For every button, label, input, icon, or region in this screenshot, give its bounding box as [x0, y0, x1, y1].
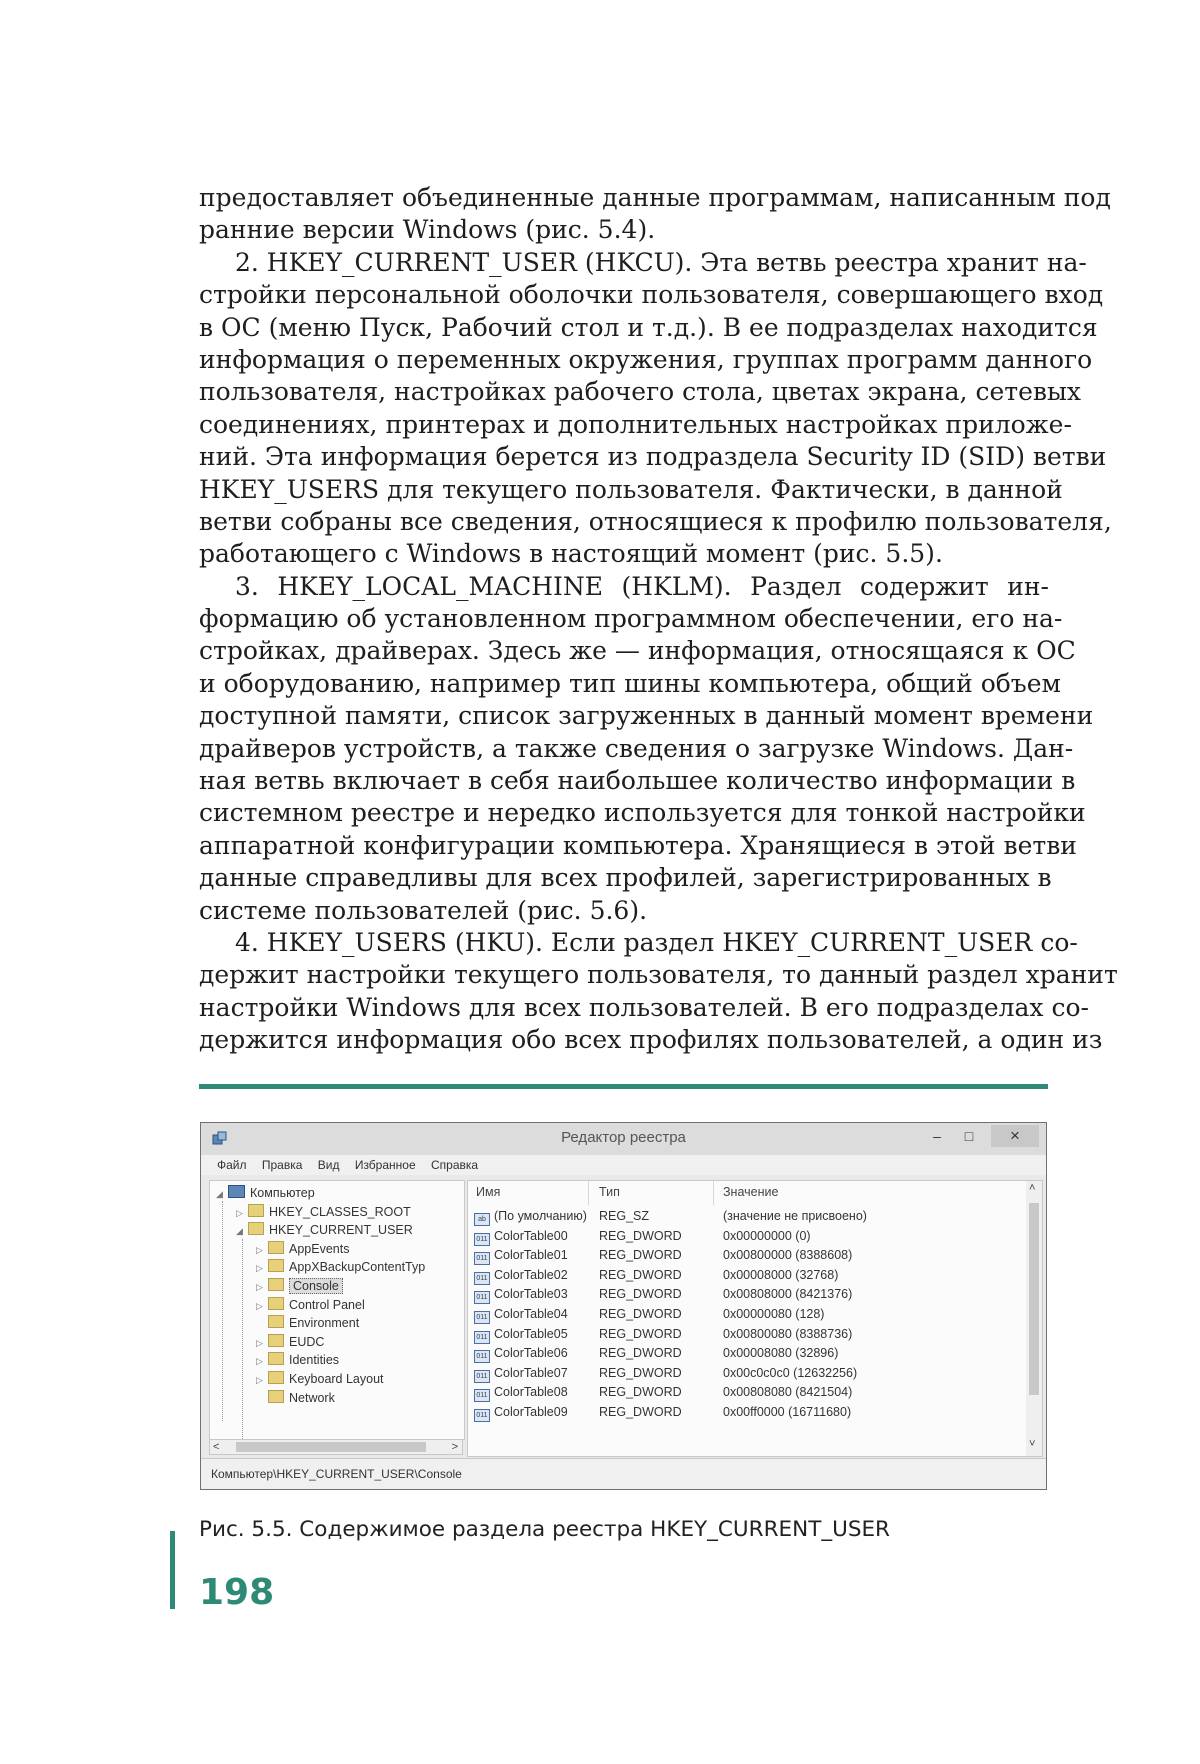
- tree-node[interactable]: [236, 1202, 411, 1222]
- value-name: ColorTable04: [494, 1307, 568, 1321]
- value-name-cell: [474, 1268, 568, 1285]
- value-name-cell: [474, 1327, 568, 1344]
- value-name-cell: [474, 1287, 568, 1304]
- value-name-cell: [474, 1229, 568, 1246]
- tree-scroll-thumb[interactable]: [236, 1442, 426, 1452]
- value-row[interactable]: [468, 1209, 1024, 1228]
- value-name-cell: [474, 1366, 568, 1383]
- folder-icon: [268, 1259, 284, 1272]
- body-line: 3. HKEY_LOCAL_MACHINE (HKLM). Раздел содержит ин-: [235, 571, 1049, 601]
- folder-icon: [268, 1315, 284, 1328]
- body-line: данные справедливы для всех профилей, зарегистрированных в: [199, 863, 1052, 893]
- expand-icon[interactable]: ▷: [236, 1207, 243, 1218]
- body-line: 4. HKEY_USERS (HKU). Если раздел HKEY_CURRENT_USER со-: [235, 927, 1078, 957]
- tree-node-label: Identities: [289, 1353, 340, 1368]
- tree-node[interactable]: [256, 1295, 365, 1315]
- value-data: 0x00008080 (32896): [723, 1346, 839, 1361]
- value-name: ColorTable02: [494, 1267, 568, 1282]
- values-list: [467, 1180, 1043, 1457]
- value-name: ColorTable09: [494, 1405, 568, 1419]
- list-vertical-scrollbar[interactable]: [1026, 1181, 1042, 1456]
- tree-node[interactable]: [256, 1257, 425, 1277]
- body-line: аппаратной конфигурации компьютера. Хранящиеся в этой ветви: [199, 830, 1077, 860]
- status-bar: Компьютер\HKEY_CURRENT_USER\Console: [201, 1458, 1046, 1489]
- binary-value-icon: 011: [474, 1252, 490, 1265]
- folder-icon: [268, 1371, 284, 1384]
- tree-node[interactable]: [256, 1239, 349, 1259]
- tree-node[interactable]: [216, 1183, 315, 1203]
- body-line: держит настройки текущего пользователя, то данный раздел хранит: [199, 960, 1118, 990]
- value-data: (значение не присвоено): [723, 1209, 867, 1223]
- value-type: REG_DWORD: [599, 1228, 682, 1243]
- tree-node-label: HKEY_CURRENT_USER: [269, 1223, 413, 1238]
- expand-icon[interactable]: ▷: [256, 1337, 263, 1348]
- tree-guide-line: [242, 1239, 243, 1439]
- folder-icon: [248, 1222, 264, 1235]
- binary-value-icon: 011: [474, 1370, 490, 1383]
- body-line: соединениях, принтерах и дополнительных настройках приложе-: [199, 409, 1072, 439]
- value-data: 0x00000000 (0): [723, 1228, 811, 1243]
- tree-node[interactable]: [256, 1276, 343, 1296]
- window-title: Редактор реестра: [561, 1129, 686, 1146]
- tree-node-label: AppEvents: [289, 1241, 350, 1256]
- value-row[interactable]: [468, 1405, 1024, 1424]
- tree-node[interactable]: [256, 1369, 384, 1389]
- scroll-right-arrow[interactable]: >: [451, 1441, 458, 1453]
- value-type: REG_DWORD: [599, 1287, 682, 1302]
- maximize-button[interactable]: □: [964, 1128, 974, 1144]
- tree-horizontal-scrollbar[interactable]: [209, 1439, 463, 1455]
- minimize-button[interactable]: –: [933, 1128, 941, 1144]
- binary-value-icon: 011: [474, 1233, 490, 1246]
- tree-node-label: Keyboard Layout: [289, 1372, 384, 1386]
- value-row[interactable]: [468, 1307, 1024, 1326]
- folder-icon: [268, 1334, 284, 1347]
- body-line: 2. HKEY_CURRENT_USER (HKCU). Эта ветвь реестра хранит на-: [235, 247, 1087, 277]
- body-line: работающего с Windows в настоящий момент (рис. 5.5).: [199, 539, 943, 569]
- column-separator[interactable]: [588, 1181, 589, 1205]
- column-header-name[interactable]: Имя: [476, 1185, 501, 1199]
- body-line: и оборудованию, например тип шины компьютера, общий объем: [199, 668, 1061, 698]
- value-type: REG_DWORD: [599, 1385, 682, 1400]
- figure-caption: Рис. 5.5. Содержимое раздела реестра HKEY_CURRENT_USER: [199, 1517, 890, 1542]
- value-type: REG_DWORD: [599, 1307, 682, 1321]
- tree-node-label: EUDC: [289, 1334, 325, 1349]
- body-line: драйверов устройств, а также сведения о загрузке Windows. Дан-: [199, 733, 1074, 763]
- body-line: ний. Эта информация берется из подраздела Security ID (SID) ветви: [199, 442, 1107, 472]
- body-line: ная ветвь включает в себя наибольшее количество информации в: [199, 766, 1076, 796]
- tree-node[interactable]: [256, 1332, 324, 1352]
- column-header-value[interactable]: Значение: [723, 1185, 779, 1199]
- scroll-up-arrow[interactable]: ˄: [1029, 1182, 1036, 1194]
- value-name: ColorTable07: [494, 1365, 568, 1380]
- value-name: ColorTable00: [494, 1228, 568, 1243]
- tree-node-label: Control Panel: [289, 1297, 365, 1312]
- value-data: 0x00ff0000 (16711680): [723, 1405, 852, 1419]
- folder-icon: [268, 1278, 284, 1291]
- body-text: [199, 182, 1118, 1057]
- menu-help[interactable]: Справка: [430, 1158, 479, 1172]
- binary-value-icon: 011: [474, 1409, 490, 1422]
- body-line: стройках, драйверах. Здесь же — информация, относящаяся к ОС: [199, 636, 1076, 666]
- body-line: HKEY_USERS для текущего пользователя. Фактически, в данной: [199, 474, 1063, 504]
- value-row[interactable]: [468, 1248, 1024, 1267]
- value-type: REG_DWORD: [599, 1405, 682, 1419]
- value-row[interactable]: [468, 1346, 1024, 1365]
- value-data: 0x00000080 (128): [723, 1307, 825, 1321]
- expand-icon[interactable]: ▷: [256, 1356, 263, 1367]
- value-name-cell: [474, 1405, 568, 1422]
- list-scroll-thumb[interactable]: [1029, 1203, 1039, 1395]
- body-line: стройки персональной оболочки пользователя, совершающего вход: [199, 280, 1104, 310]
- menu-bar: [201, 1155, 1046, 1175]
- string-value-icon: ab: [474, 1213, 490, 1226]
- folder-icon: [268, 1297, 284, 1310]
- value-name: ColorTable06: [494, 1346, 568, 1361]
- menu-edit[interactable]: Правка: [261, 1158, 303, 1172]
- value-row[interactable]: [468, 1268, 1024, 1287]
- value-row[interactable]: [468, 1366, 1024, 1385]
- value-name-cell: [474, 1346, 568, 1363]
- expand-icon[interactable]: ▷: [256, 1263, 263, 1274]
- value-row[interactable]: [468, 1229, 1024, 1248]
- scroll-left-arrow[interactable]: <: [213, 1441, 220, 1453]
- value-name: ColorTable05: [494, 1326, 568, 1341]
- folder-icon: [268, 1352, 284, 1365]
- folder-icon: [248, 1204, 264, 1217]
- page-number: 198: [199, 1572, 275, 1613]
- value-row[interactable]: [468, 1327, 1024, 1346]
- body-line: пользователя, настройках рабочего стола, цветах экрана, сетевых: [199, 377, 1081, 407]
- value-row[interactable]: [468, 1385, 1024, 1404]
- body-line: ранние версии Windows (рис. 5.4).: [199, 215, 656, 245]
- value-name-cell: [474, 1385, 568, 1402]
- body-line: системном реестре и нередко используется для тонкой настройки: [199, 798, 1086, 828]
- value-data: 0x00800000 (8388608): [723, 1248, 853, 1263]
- title-bar: [201, 1123, 1046, 1155]
- scroll-down-arrow[interactable]: ˅: [1029, 1438, 1036, 1450]
- binary-value-icon: 011: [474, 1350, 490, 1363]
- expand-icon[interactable]: ◢: [216, 1189, 223, 1199]
- value-data: 0x00c0c0c0 (12632256): [723, 1365, 858, 1380]
- body-line: настройки Windows для всех пользователей. В его подразделах со-: [199, 992, 1089, 1022]
- value-data: 0x00008000 (32768): [723, 1267, 839, 1282]
- section-rule: [199, 1084, 1048, 1089]
- expand-icon[interactable]: ▷: [256, 1300, 263, 1311]
- binary-value-icon: 011: [474, 1389, 490, 1402]
- tree-node-label: Network: [289, 1390, 335, 1405]
- body-line: ветви собраны все сведения, относящиеся к профилю пользователя,: [199, 506, 1112, 536]
- value-type: REG_DWORD: [599, 1267, 682, 1282]
- binary-value-icon: 011: [474, 1291, 490, 1304]
- value-name-cell: [474, 1209, 587, 1226]
- tree-node-label: AppXBackupContentTyp: [289, 1260, 426, 1275]
- binary-value-icon: 011: [474, 1331, 490, 1344]
- value-name: ColorTable08: [494, 1385, 568, 1400]
- folder-icon: [268, 1241, 284, 1254]
- folder-icon: [268, 1390, 284, 1403]
- value-name: ColorTable03: [494, 1287, 568, 1302]
- value-data: 0x00808080 (8421504): [723, 1385, 853, 1400]
- value-name: ColorTable01: [494, 1248, 568, 1263]
- value-type: REG_DWORD: [599, 1326, 682, 1341]
- expand-icon[interactable]: ◢: [236, 1226, 243, 1237]
- value-name-cell: [474, 1307, 568, 1324]
- body-line: держится информация обо всех профилях пользователей, а один из: [199, 1025, 1103, 1055]
- value-data: 0x00800080 (8388736): [723, 1326, 853, 1341]
- value-data: 0x00808000 (8421376): [723, 1287, 853, 1302]
- value-type: REG_SZ: [599, 1209, 650, 1223]
- tree-node[interactable]: [256, 1350, 339, 1370]
- menu-view[interactable]: Вид: [317, 1158, 340, 1172]
- body-line: формацию об установленном программном обеспечении, его на-: [199, 604, 1063, 634]
- expand-icon[interactable]: ▷: [256, 1244, 263, 1255]
- expand-icon[interactable]: ▷: [256, 1375, 263, 1385]
- binary-value-icon: 011: [474, 1272, 490, 1285]
- value-row[interactable]: [468, 1287, 1024, 1306]
- tree-guide-line: [222, 1201, 223, 1421]
- menu-favorites[interactable]: Избранное: [354, 1158, 416, 1172]
- tree-node[interactable]: [256, 1313, 359, 1333]
- body-line: предоставляет объединенные данные программам, написанным под: [199, 183, 1111, 212]
- body-line: информация о переменных окружения, группах программ данного: [199, 344, 1093, 374]
- column-separator[interactable]: [713, 1181, 714, 1205]
- tree-node-label: Компьютер: [250, 1186, 315, 1200]
- value-name: (По умолчанию): [494, 1209, 587, 1223]
- value-name-cell: [474, 1248, 568, 1265]
- body-line: доступной памяти, список загруженных в данный момент времени: [199, 701, 1094, 731]
- binary-value-icon: 011: [474, 1311, 490, 1324]
- menu-file[interactable]: Файл: [217, 1158, 247, 1172]
- body-line: в ОС (меню Пуск, Рабочий стол и т.д.). В ее подразделах находится: [199, 312, 1098, 342]
- regedit-screenshot: [200, 1122, 1047, 1490]
- value-type: REG_DWORD: [599, 1248, 682, 1263]
- computer-icon: [228, 1185, 245, 1198]
- value-type: REG_DWORD: [599, 1346, 682, 1361]
- tree-node[interactable]: [256, 1388, 335, 1408]
- tree-node-label: Environment: [289, 1316, 360, 1331]
- page-marker-bar: [170, 1531, 175, 1609]
- column-header-type[interactable]: Тип: [599, 1185, 620, 1199]
- tree-node-label: HKEY_CLASSES_ROOT: [269, 1204, 411, 1219]
- tree-node-label: Console: [289, 1278, 343, 1294]
- close-button[interactable]: ×: [991, 1125, 1039, 1147]
- body-line: системе пользователей (рис. 5.6).: [199, 895, 648, 925]
- value-type: REG_DWORD: [599, 1365, 682, 1380]
- tree-node[interactable]: [236, 1220, 413, 1240]
- registry-tree: [209, 1180, 465, 1440]
- expand-icon[interactable]: ▷: [256, 1282, 263, 1292]
